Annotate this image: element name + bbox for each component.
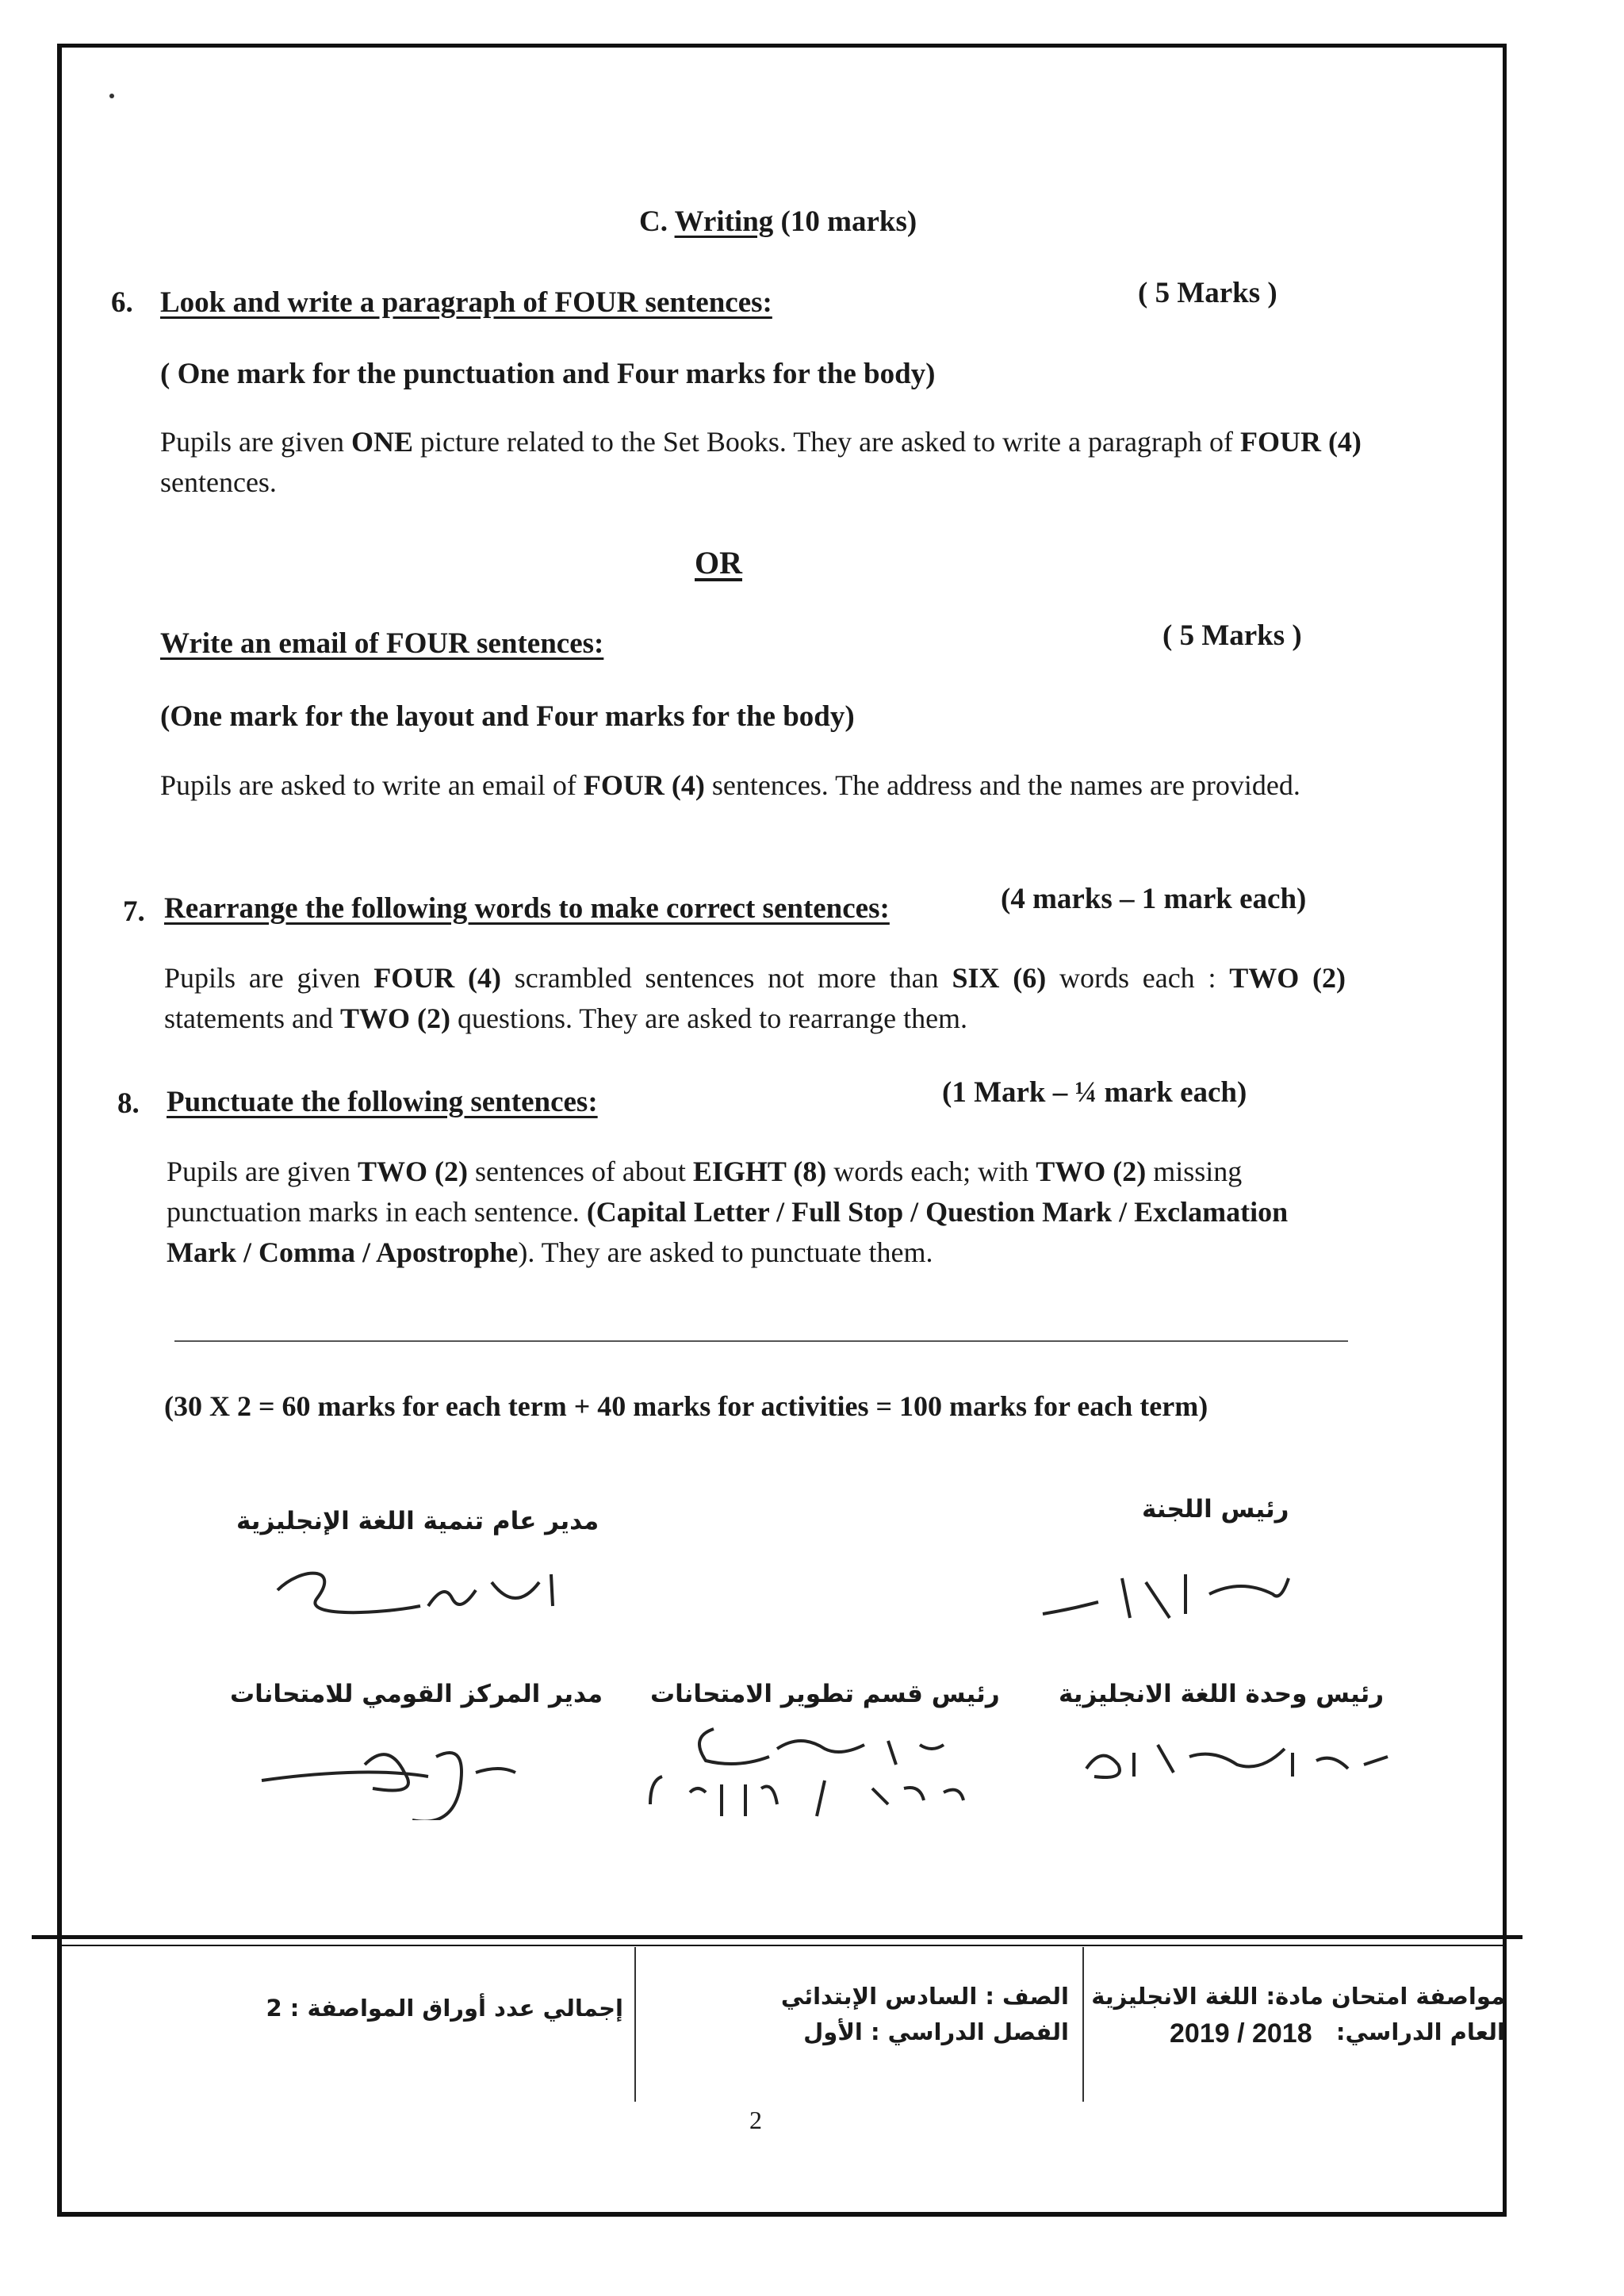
q8-title: Punctuate the following sentences: <box>167 1086 598 1118</box>
section-title: Writing <box>674 205 774 238</box>
q6-note: ( One mark for the punctuation and Four marks for the body) <box>160 358 936 390</box>
committee-head-signature <box>1035 1547 1304 1634</box>
q7-number: 7. <box>123 895 145 928</box>
q6-alt-title: Write an email of FOUR sentences: <box>160 627 604 660</box>
stray-dot <box>109 94 114 98</box>
footer-divider-2 <box>1082 1947 1084 2102</box>
exam-dev-head-label: رئيس قسم تطوير الامتحانات <box>650 1680 1000 1708</box>
section-heading <box>639 205 917 239</box>
q6-description: Pupils are given ONE picture related to the Set Books. They are asked to write a paragraph of FOUR (4) sentences. <box>160 426 1362 498</box>
general-director-label: مدير عام تنمية اللغة الإنجليزية <box>236 1507 599 1535</box>
english-unit-head-label: رئيس وحدة اللغة الانجليزية <box>1059 1680 1385 1708</box>
q6-alt-description: Pupils are asked to write an email of FOUR (4) sentences. The address and the names are provided. <box>160 769 1300 801</box>
q8-description: Pupils are given TWO (2) sentences of about EIGHT (8) words each; with TWO (2) missing punctuation marks in each sentence. (Capital Letter / Full Stop / Question Mark / Exclamation Mark / Comma / Apostrophe). They are asked to punctuate them. <box>167 1156 1289 1268</box>
footer-divider-1 <box>634 1947 636 2102</box>
or-divider: OR <box>695 545 742 581</box>
q7-title: Rearrange the following words to make correct sentences: <box>164 892 890 925</box>
english-unit-head-signature <box>1071 1721 1404 1800</box>
exam-dev-head-signature <box>634 1717 999 1828</box>
q6-marks: ( 5 Marks ) <box>1138 277 1277 309</box>
section-marks: (10 marks) <box>780 205 917 238</box>
q8-marks: (1 Mark – ¼ mark each) <box>942 1076 1247 1109</box>
q6-alt-note: (One mark for the layout and Four marks for the body) <box>160 700 855 733</box>
footer-spec: مواصفة امتحان مادة: اللغة الانجليزية <box>1091 1983 1505 2010</box>
footer-total-pages: إجمالي عدد أوراق المواصفة : 2 <box>266 1995 623 2022</box>
footer-line <box>57 1945 1507 1946</box>
page-number: 2 <box>749 2106 762 2134</box>
q6-title: Look and write a paragraph of FOUR sentences: <box>160 286 772 319</box>
general-director-signature <box>270 1543 571 1630</box>
q6-alt-marks: ( 5 Marks ) <box>1162 619 1302 652</box>
national-center-director-label: مدير المركز القومي للامتحانات <box>230 1680 603 1708</box>
committee-head-label: رئيس اللجنة <box>1142 1495 1289 1524</box>
footer-top-line <box>32 1935 1522 1939</box>
q6-number: 6. <box>111 286 133 319</box>
national-center-director-signature <box>254 1725 539 1820</box>
q7-marks: (4 marks – 1 mark each) <box>1001 883 1307 915</box>
footer-term: الفصل الدراسي : الأول <box>803 2018 1069 2045</box>
footer-year-label: العام الدراسي: <box>1335 2018 1505 2045</box>
divider-line <box>174 1340 1348 1342</box>
total-marks: (30 X 2 = 60 marks for each term + 40 marks for activities = 100 marks for each term) <box>164 1390 1208 1422</box>
footer-grade: الصف : السادس الإبتدائي <box>780 1983 1069 2010</box>
q7-description: Pupils are given FOUR (4) scrambled sentences not more than SIX (6) words each : TWO (2) statements and TWO (2) questions. They are asked to rearrange them. <box>164 962 1346 1034</box>
section-letter: C. <box>639 205 668 238</box>
q8-number: 8. <box>117 1087 140 1120</box>
footer-year: 2019 / 2018 <box>1170 2018 1312 2049</box>
